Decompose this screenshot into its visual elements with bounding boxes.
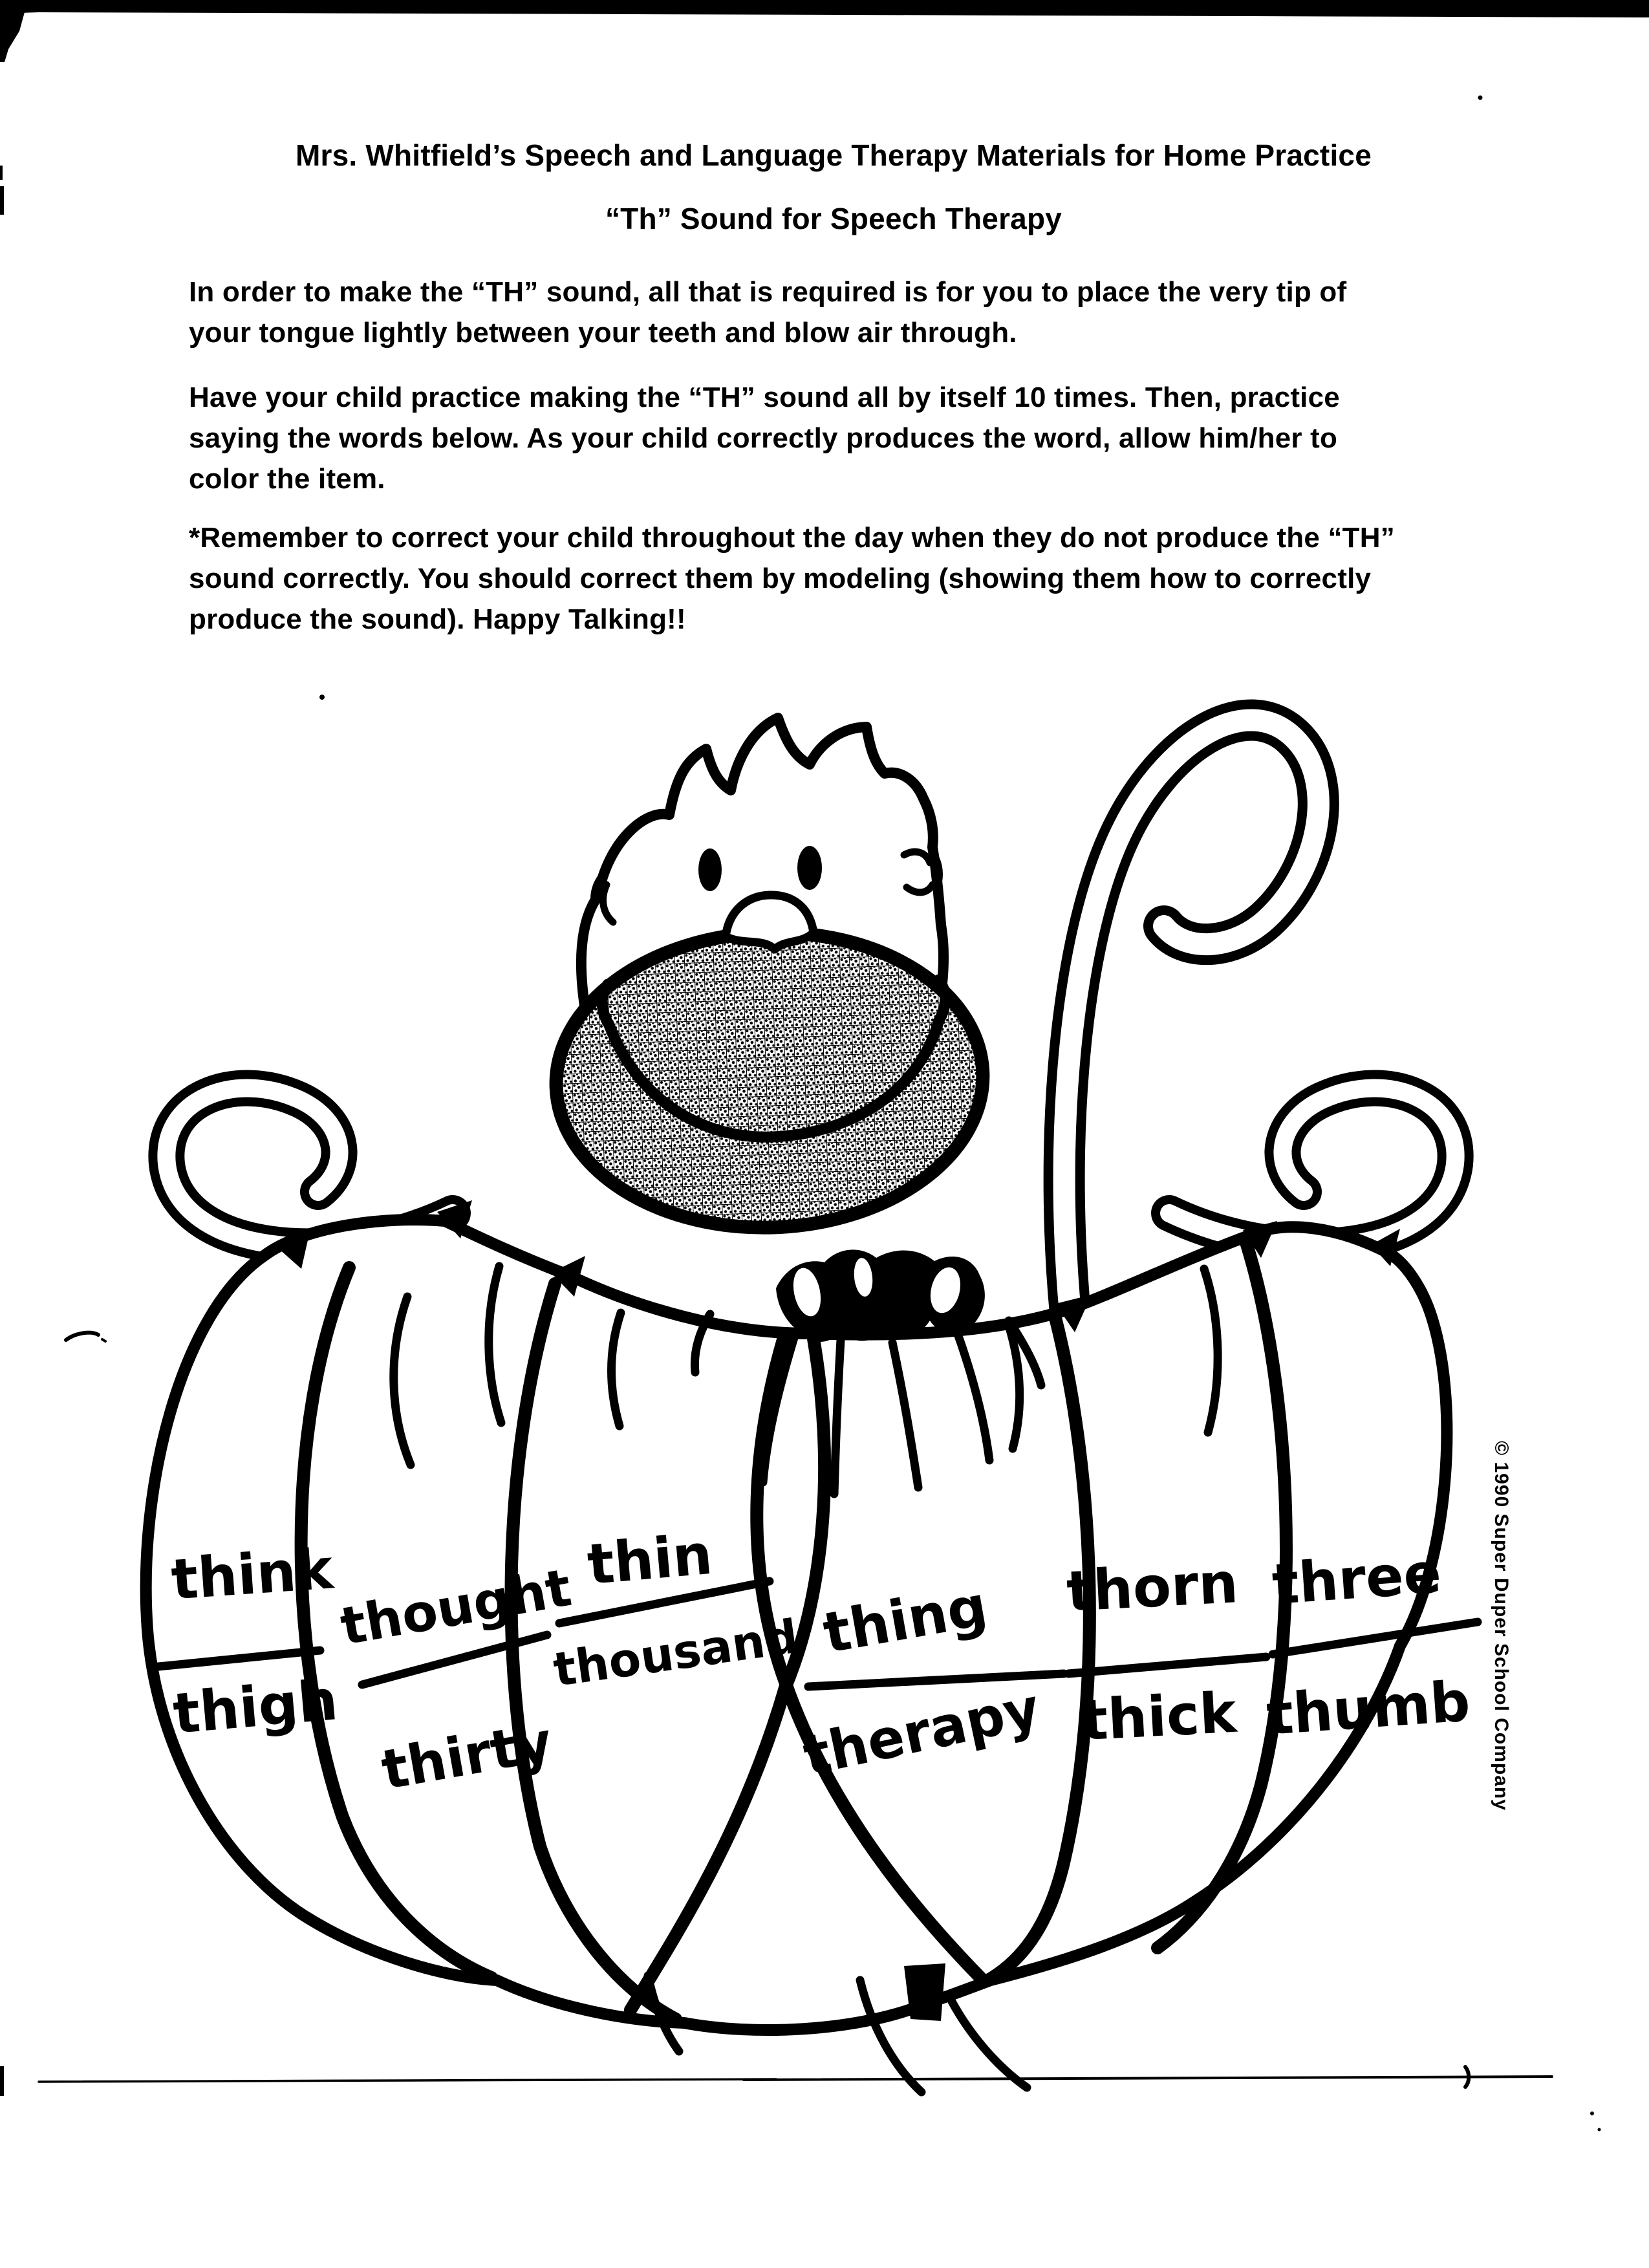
banana-2-top-word: thought bbox=[336, 1557, 576, 1658]
copyright-notice: © 1990 Super Duper School Company bbox=[1491, 1441, 1512, 1811]
monkey-muzzle bbox=[551, 925, 988, 1235]
banana-5-top-word: thorn bbox=[1065, 1551, 1240, 1625]
worksheet-subtitle: “Th” Sound for Speech Therapy bbox=[605, 202, 1062, 235]
monkey-nose bbox=[726, 895, 814, 949]
banana-6-bottom-word: thumb bbox=[1264, 1669, 1472, 1748]
banana-4-top-word: thing bbox=[818, 1573, 993, 1667]
banana-3-bottom-word: thousand bbox=[550, 1608, 802, 1698]
instructions-paragraph-1: In order to make the “TH” sound, all that is required is for you to place the very tip of your tongue lightly between your teeth and blow air through. bbox=[189, 276, 1347, 349]
monkey-head bbox=[551, 718, 988, 1235]
instructions-paragraph-3: *Remember to correct your child throughout the day when they do not produce the “TH” sound correctly. You should correct them by modeling (showing them how to correctly produce the sound). Happy Talking!! bbox=[189, 522, 1395, 635]
instructions-paragraph-2: Have your child practice making the “TH” sound all by itself 10 times. Then, practice saying the words below. As your child correctly produces the word, allow him/her to color the item. bbox=[189, 382, 1340, 495]
banana-3-top-word: thin bbox=[585, 1522, 715, 1598]
banana-4-bottom-word: therapy bbox=[797, 1676, 1046, 1788]
banana-1-bottom-word: thigh bbox=[170, 1668, 341, 1747]
banana-1-top-word: think bbox=[169, 1537, 336, 1613]
worksheet-title: Mrs. Whitfield’s Speech and Language Therapy Materials for Home Practice bbox=[296, 138, 1372, 172]
banana-6-top-word: three bbox=[1270, 1541, 1443, 1617]
banana-5-bottom-word: thick bbox=[1079, 1680, 1238, 1754]
banana-2-bottom-word: thirty bbox=[376, 1709, 557, 1802]
